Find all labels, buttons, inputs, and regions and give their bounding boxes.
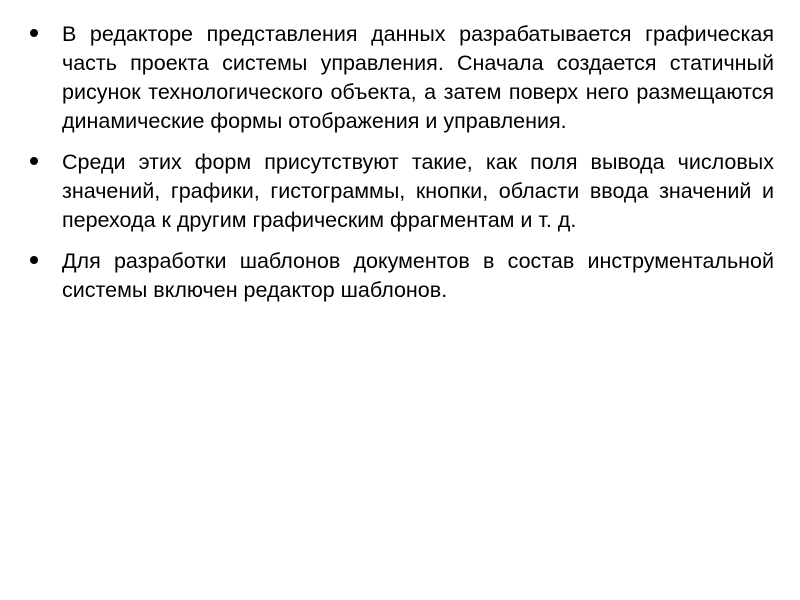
bullet-text: Для разработки шаблонов документов в состав инструментальной системы включен редактор шаблонов. [62,249,774,302]
bullet-item-template-editor [28,247,774,305]
bullet-text: В редакторе представления данных разрабатывается графическая часть проекта системы управления. Сначала создается статичный рисунок технологического объекта, а затем поверх него размещаются динамические формы отображения и управления. [62,22,774,133]
bullet-item-data-editor [28,20,774,136]
bullet-text: Среди этих форм присутствуют такие, как поля вывода числовых значений, графики, гистограммы, кнопки, области ввода значений и перехода к другим графическим фрагментам и т. д. [62,150,774,232]
bullet-dot-icon [30,157,38,165]
bullet-item-form-types [28,148,774,235]
bullet-dot-icon [30,29,38,37]
bullet-list [28,20,774,317]
bullet-dot-icon [30,256,38,264]
